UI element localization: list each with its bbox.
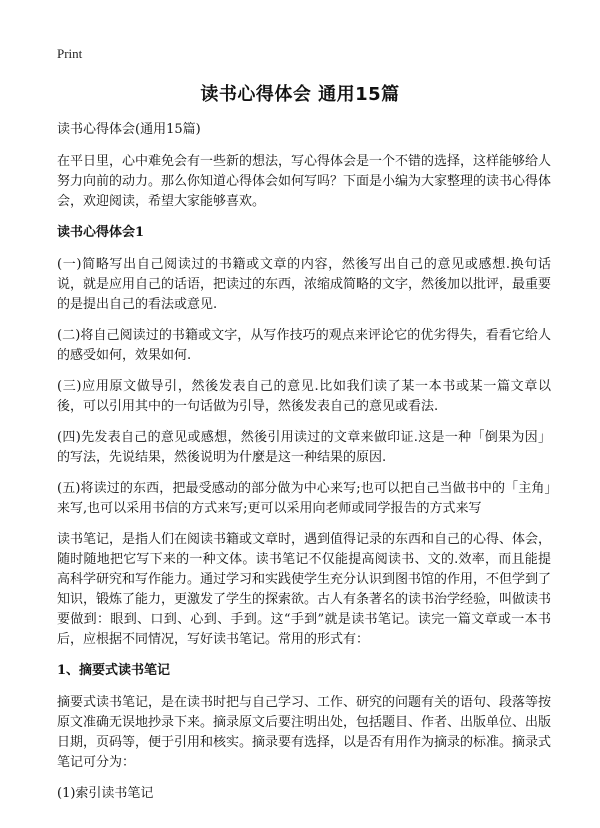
summary-paragraph: 摘要式读书笔记，是在读书时把与自己学习、工作、研究的问题有关的语句、段落等按原文准确无误地抄录下来。摘录原文后要注明出处，包括题目、作者、出版单位、出版日期，页码等，便于引用和核实。摘录要有选择，以是否有用作为摘录的标准。摘录式笔记可分为： <box>57 695 552 770</box>
notes-paragraph: 读书笔记，是指人们在阅读书籍或文章时，遇到值得记录的东西和自己的心得、体会，随时随地把它写下来的一种文体。读书笔记不仅能提高阅读书、文的.效率，而且能提高科学研究和写作能力。通过学习和实践使学生充分认识到图书馆的作用，不但学到了知识，锻炼了能力，更激发了学生的探索欲。古人有条著名的读书治学经验，叫做读书要做到：眼到、口到、心到、手到。这“手到”就是读书笔记。读完一篇文章或一本书后，应根据不同情况，写好读书笔记。常用的形式有： <box>57 532 552 647</box>
section-heading-2: 1、摘要式读书笔记 <box>57 663 171 678</box>
list-item: (二)将自己阅读过的书籍或文字，从写作技巧的观点来评论它的优劣得失，看看它给人的感受如何，效果如何. <box>57 328 551 363</box>
document-subtitle: 读书心得体会(通用15篇) <box>57 122 201 137</box>
document-title: 读书心得体会 通用15篇 <box>200 84 400 105</box>
list-item: (四)先发表自己的意见或感想，然後引用读过的文章来做印证.这是一种「倒果为因」的写法，先说结果，然後说明为什麼是这一种结果的原因. <box>57 430 551 465</box>
print-label: Print <box>57 46 83 61</box>
section-heading-1: 读书心得体会1 <box>57 225 145 240</box>
list-item: (一)简略写出自己阅读过的书籍或文章的内容，然後写出自己的意见或感想.换句话说，就是应用自己的话语，把读过的东西，浓缩成简略的文字，然後加以批评，最重要的是提出自己的看法或意见. <box>57 257 552 312</box>
list-item: (三)应用原文做导引，然後发表自己的意见.比如我们读了某一本书或某一篇文章以後，可以引用其中的一句话做为引导，然後发表自己的意见或看法. <box>57 379 551 414</box>
sub-item: (1)索引读书笔记 <box>57 786 154 801</box>
list-item: (五)将读过的东西，把最受感动的部分做为中心来写;也可以把自己当做书中的「主角」来写,也可以采用书信的方式来写;更可以采用向老师或同学报告的方式来写 <box>57 481 551 516</box>
document-body <box>57 121 551 815</box>
intro-paragraph: 在平日里，心中难免会有一些新的想法，写心得体会是一个不错的选择，这样能够给人努力向前的动力。那么你知道心得体会如何写吗？下面是小编为大家整理的读书心得体会，欢迎阅读，希望大家能够喜欢。 <box>57 154 552 209</box>
